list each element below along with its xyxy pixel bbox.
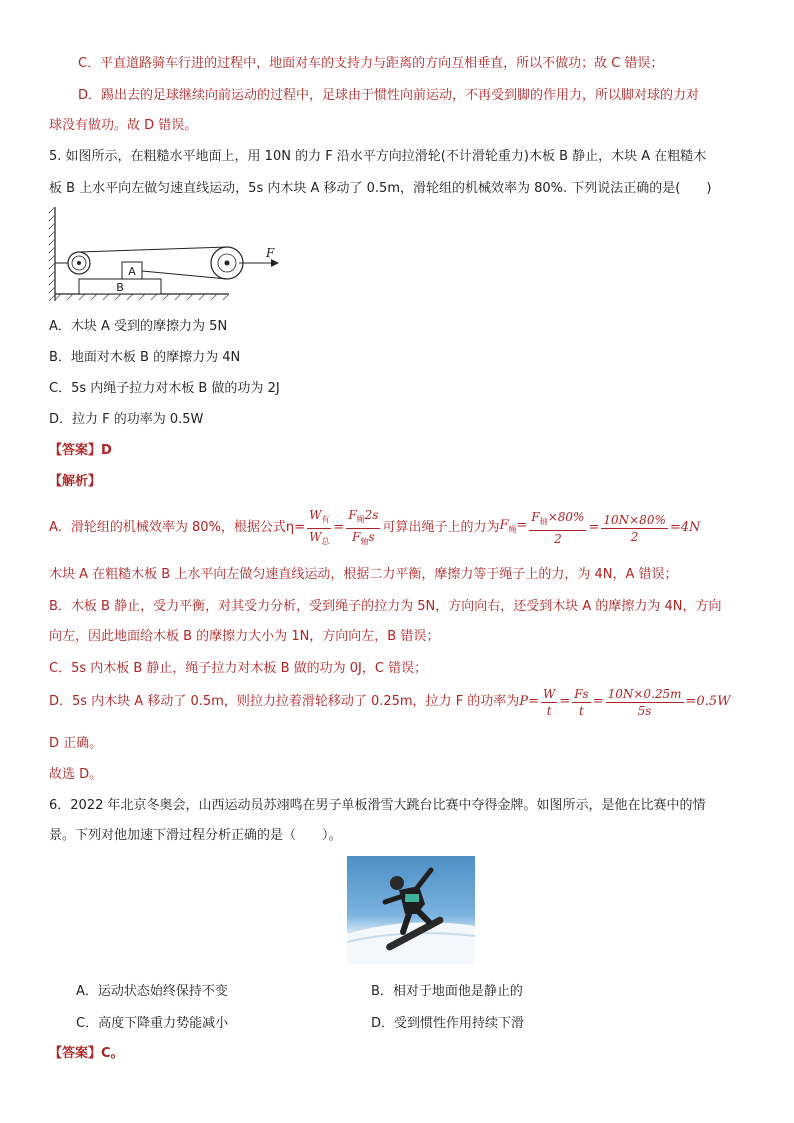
force-distance-fraction: $\frac{F_绳2s}{F_轴s}$	[348, 507, 379, 546]
option-5b: B．地面对木板 B 的摩擦力为 4N	[49, 350, 241, 365]
option-6a: A．运动状态始终保持不变	[76, 984, 228, 999]
force-arrow-head	[271, 259, 279, 267]
explanation-d-previous-1: D．踢出去的足球继续向前运动的过程中，足球由于惯性向前运动，不再受到脚的作用力，所以脚对球的力对	[78, 88, 700, 103]
explanation-a-line-1: A．滑轮组的机械效率为 80%，根据公式η= $\frac{W_有}{W_总}$ = $\frac{F_绳2s}{F_轴s}$ 可算出绳子上的力为 $F_绳=$ $\frac{F_轴\times 80\%}{2}$ = $\frac{10N\times 80\%}{2}$ =4N	[49, 506, 700, 550]
analysis-heading-5: 【解析】	[49, 474, 102, 489]
option-6c: C．高度下降重力势能减小	[76, 1016, 229, 1031]
explanation-a-line-2: 木块 A 在粗糙木板 B 上水平向左做匀速直线运动，根据二力平衡，摩擦力等于绳子上的力，为 4N，A 错误；	[49, 567, 678, 582]
option-6b: B．相对于地面他是静止的	[371, 984, 523, 999]
snow-slope	[347, 922, 475, 964]
result-a: =4N	[669, 520, 701, 535]
explanation-a-prefix: A．滑轮组的机械效率为 80%，根据公式η=	[49, 520, 306, 535]
power-fraction-2: $\frac{Fs}{t}$	[574, 686, 589, 718]
explanation-b-line-1: B．木板 B 静止，受力平衡，对其受力分析，受到绳子的拉力为 5N，方向向右，还受到木块 A 的摩擦力为 4N，方向	[49, 599, 722, 614]
snowboarder-photo	[347, 856, 475, 964]
explanation-a-middle: 可算出绳子上的力为	[382, 520, 500, 535]
option-6d: D．受到惯性作用持续下滑	[371, 1016, 525, 1031]
equals-sign: =	[333, 520, 345, 535]
pulley-figure	[49, 205, 289, 305]
power-fraction-3: $\frac{10N\times 0.25m}{5s}$	[607, 686, 682, 718]
force-label: F	[266, 246, 275, 260]
power-fraction-1: $\frac{W}{t}$	[542, 686, 556, 718]
final-choice-5: 故选 D。	[49, 767, 103, 782]
rope-force-value-fraction: $\frac{10N\times 80\%}{2}$	[603, 512, 666, 544]
result-d: =0.5W	[685, 694, 731, 709]
block-a-label: A	[128, 265, 136, 278]
question-6-line-2: 景。下列对他加速下滑过程分析正确的是（ ）。	[49, 828, 342, 843]
rider-bib	[405, 894, 419, 902]
explanation-d-line-1: D．5s 内木块 A 移动了 0.5m，则拉力拉着滑轮移动了 0.25m，拉力 F 的功率为 P = $\frac{W}{t}$ = $\frac{Fs}{t}$ = $\frac{10N\times 0.25m}{5s}$ =0.5W	[49, 682, 730, 722]
explanation-d-previous-2: 球没有做功。故 D 错误。	[49, 118, 198, 133]
rider-helmet	[390, 876, 404, 890]
board-b-label: B	[116, 281, 124, 294]
question-6-line-1: 6．2022 年北京冬奥会，山西运动员苏翊鸣在男子单板滑雪大跳台比赛中夺得金牌。如图所示，是他在比赛中的情	[49, 798, 706, 813]
explanation-d-line-2: D 正确。	[49, 736, 103, 751]
answer-5: 【答案】D	[49, 443, 112, 458]
power-symbol: P	[519, 694, 529, 709]
rider-leg-right	[419, 912, 429, 922]
explanation-b-line-2: 向左，因此地面给木板 B 的摩擦力大小为 1N，方向向左，B 错误；	[49, 629, 440, 644]
left-pulley-axle	[77, 261, 81, 265]
explanation-d-prefix: D．5s 内木块 A 移动了 0.5m，则拉力拉着滑轮移动了 0.25m，拉力 F 的功率为	[49, 694, 520, 709]
explanation-c-previous: C．平直道路骑车行进的过程中，地面对车的支持力与距离的方向互相垂直，所以不做功；故 C 错误；	[78, 56, 664, 71]
ground-hatch	[55, 294, 229, 300]
rope-top	[79, 247, 227, 252]
answer-6: 【答案】C。	[49, 1046, 124, 1061]
question-5-line-2: 板 B 上水平向左做匀速直线运动，5s 内木块 A 移动了 0.5m，滑轮组的机械效率为 80%. 下列说法正确的是( )	[49, 181, 712, 196]
question-5-line-1: 5. 如图所示，在粗糙水平地面上，用 10N 的力 F 沿水平方向拉滑轮(不计滑轮重力)木板 B 静止，木块 A 在粗糙木	[49, 149, 707, 164]
right-pulley-axle	[225, 261, 230, 266]
rope-force-symbol: $F_绳=$	[499, 518, 528, 534]
rider-arm-side	[385, 896, 403, 902]
efficiency-fraction: $\frac{W_有}{W_总}$	[309, 507, 330, 546]
option-5d: D．拉力 F 的功率为 0.5W	[49, 412, 204, 427]
explanation-c: C．5s 内木板 B 静止，绳子拉力对木板 B 做的功为 0J，C 错误；	[49, 661, 428, 676]
snowboarder-illustration	[347, 856, 475, 964]
wall-hatch	[49, 207, 55, 301]
option-5a: A．木块 A 受到的摩擦力为 5N	[49, 319, 228, 334]
option-5c: C．5s 内绳子拉力对木板 B 做的功为 2J	[49, 381, 280, 396]
rider-arm-up	[417, 870, 431, 888]
rope-force-fraction: $\frac{F_轴\times 80\%}{2}$	[531, 510, 585, 546]
